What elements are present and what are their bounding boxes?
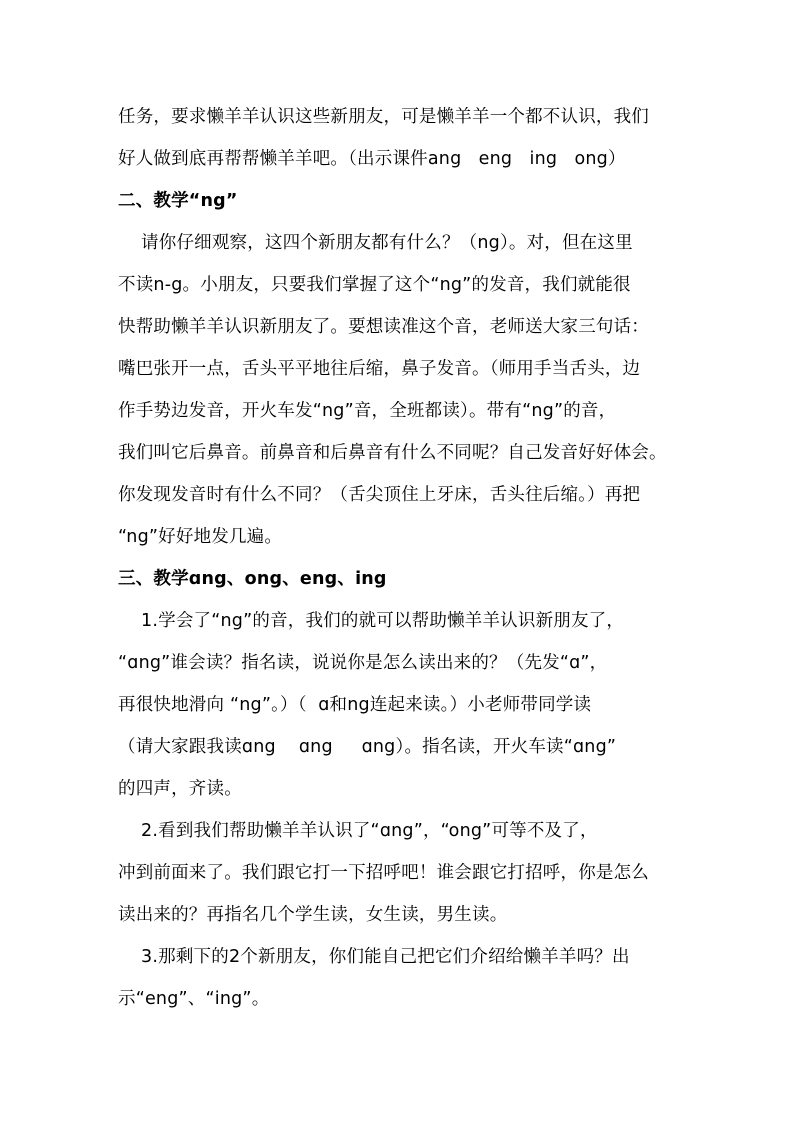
text-line: 嘴巴张开一点，舌头平平地往后缩，鼻子发音。（师用手当舌头，边 [118,359,641,379]
section-heading: 三、教学ɑng、ong、eng、ing [118,569,387,589]
text-line: 2.看到我们帮助懒羊羊认识了“ɑng”，“ong”可等不及了， [118,821,598,841]
text-line: 不读n-g。小朋友，只要我们掌握了这个“ng”的发音，我们就能很 [118,275,631,295]
text-line: 的四声，齐读。 [118,779,242,799]
text-line: 作手势边发音，开火车发“ng”音，全班都读）。带有“ng”的音， [118,401,617,421]
text-line: 1.学会了“ng”的音，我们的就可以帮助懒羊羊认识新朋友了， [118,611,625,631]
text-line: 示“eng”、“ing”。 [118,989,270,1009]
text-line: （请大家跟我读ɑng ɑng ɑng）。指名读，开火车读“ɑng” [118,737,617,757]
text-line: “ɑng”谁会读？指名读，说说你是怎么读出来的？（先发“ɑ”， [118,653,608,673]
text-line: 3.那剩下的2个新朋友，你们能自己把它们介绍给懒羊羊吗？出 [118,947,630,967]
text-line: 任务，要求懒羊羊认识这些新朋友，可是懒羊羊一个都不认识，我们 [118,107,649,127]
text-line: 请你仔细观察，这四个新朋友都有什么？（ng）。对，但在这里 [118,233,633,253]
text-line: “ng”好好地发几遍。 [118,527,283,547]
text-line: 读出来的？再指名几个学生读，女生读，男生读。 [118,905,508,925]
text-line: 冲到前面来了。我们跟它打一下招呼吧！谁会跟它打招呼，你是怎么 [118,863,649,883]
text-line: 我们叫它后鼻音。前鼻音和后鼻音有什么不同呢？自己发音好好体会。 [118,443,667,463]
text-line: 你发现发音时有什么不同？（舌尖顶住上牙床，舌头往后缩。）再把 [118,485,641,505]
text-line: 再很快地滑向 “ng”。）（ ɑ和ng连起来读。）小老师带同学读 [118,695,592,715]
text-line: 好人做到底再帮帮懒羊羊吧。（出示课件ang eng ing ong） [118,149,626,169]
text-line: 快帮助懒羊羊认识新朋友了。要想读准这个音，老师送大家三句话： [118,317,649,337]
section-heading: 二、教学“ng” [118,191,238,211]
